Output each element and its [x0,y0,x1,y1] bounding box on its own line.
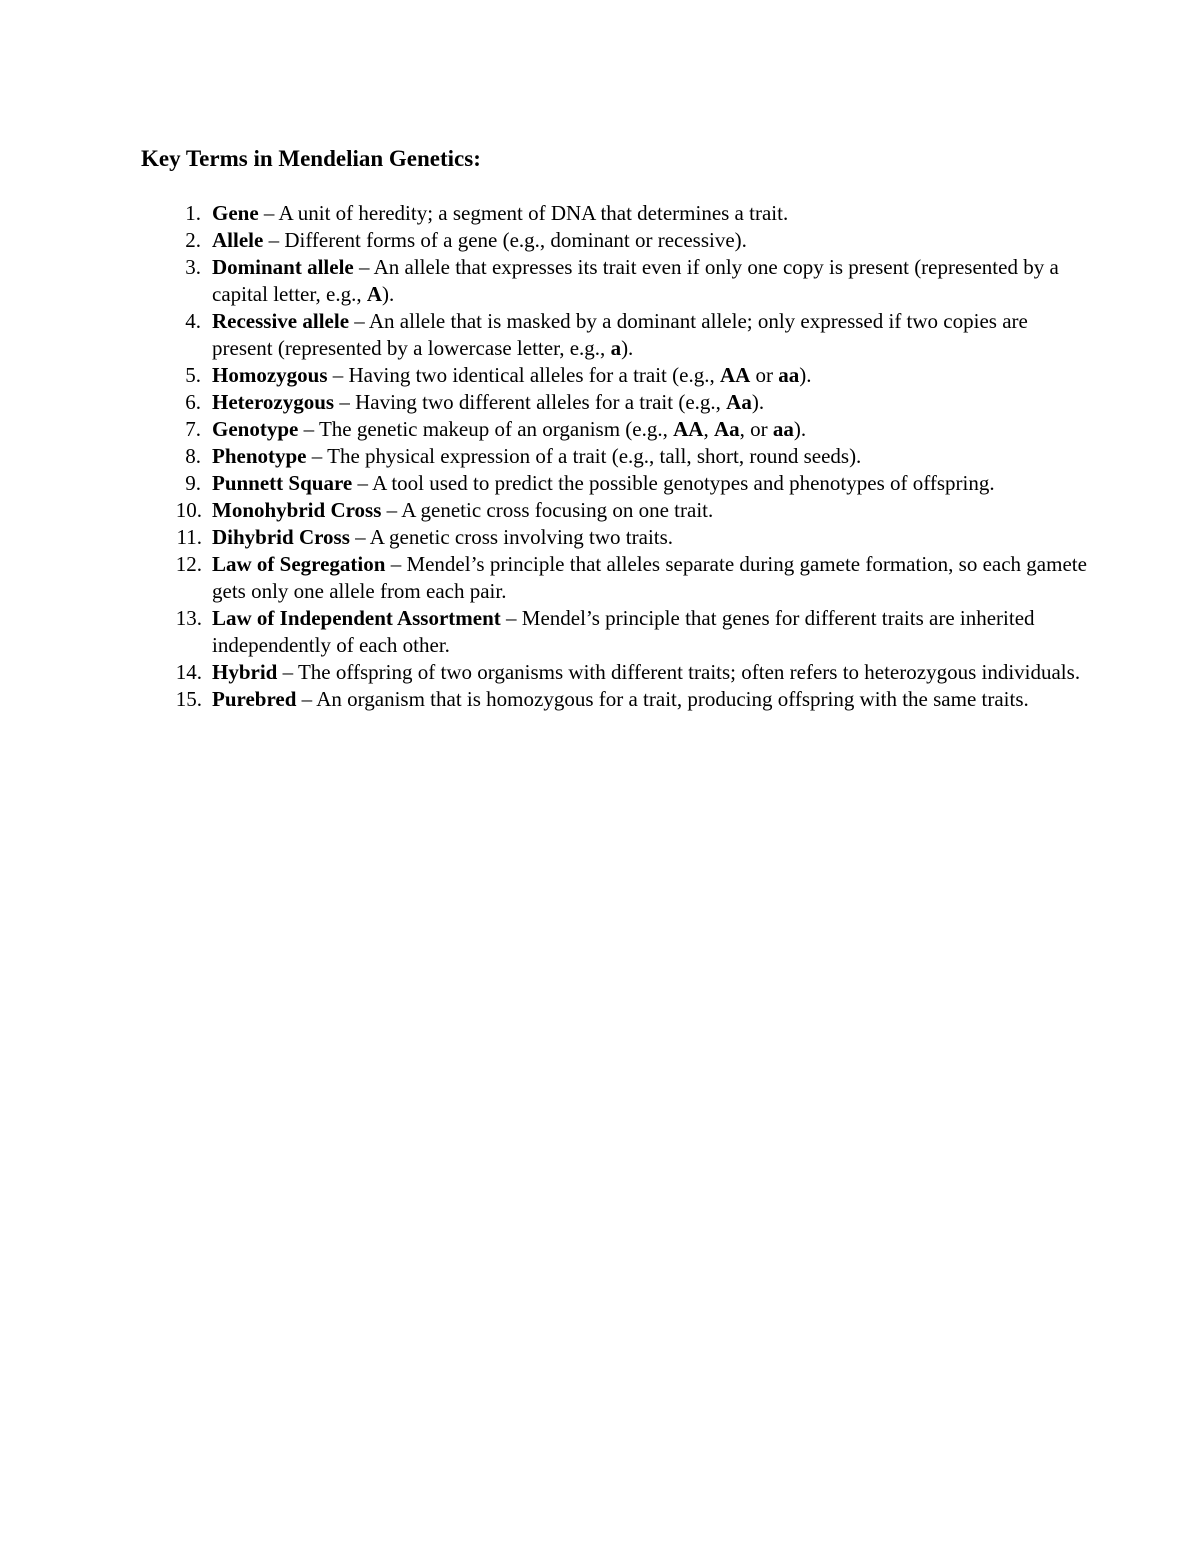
key-terms-list [175,200,1092,713]
term-number: 13. [175,606,202,630]
term-definition: – A genetic cross focusing on one trait. [381,498,714,522]
term-item-dominant-allele [185,254,1092,308]
term-number: 7. [185,417,201,441]
term-item-heterozygous [185,389,1092,416]
term-item-genotype [185,416,1092,443]
term-item-monohybrid-cross [175,497,1092,524]
example-allele: A [366,282,383,306]
term-item-phenotype [185,443,1092,470]
term-number: 11. [176,525,202,549]
example-genotype: AA [673,417,704,441]
term-definition-connector: , [703,417,714,441]
example-genotype: AA [719,363,751,387]
term-definition-connector: or [750,363,779,387]
term-item-recessive-allele [185,308,1092,362]
term-definition: – A tool used to predict the possible genotypes and phenotypes of offspring. [352,471,995,495]
term-definition: – A unit of heredity; a segment of DNA that determines a trait. [258,201,789,225]
example-genotype: Aa [713,417,740,441]
term-definition: – Mendel’s principle that genes for different traits are inherited independently of each other. [212,606,1035,657]
term-number: 12. [175,552,202,576]
term-name: Dihybrid Cross [212,525,350,549]
term-number: 9. [185,471,201,495]
term-number: 4. [185,309,201,333]
term-number: 5. [185,363,201,387]
term-item-homozygous [185,362,1092,389]
term-name: Heterozygous [212,390,335,414]
term-number: 10. [175,498,202,522]
term-name: Recessive allele [212,309,350,333]
term-definition-connector: , or [739,417,773,441]
term-definition: – Having two different alleles for a trait (e.g., [334,390,727,414]
example-allele: a [610,336,622,360]
term-name: Monohybrid Cross [212,498,382,522]
term-definition-end: ). [621,336,634,360]
term-item-hybrid [175,659,1092,686]
term-definition-end: ). [799,363,812,387]
term-definition-end: ). [751,390,765,414]
term-number: 14. [175,660,202,684]
term-definition: – The genetic makeup of an organism (e.g., [298,417,674,441]
term-definition-end: ). [793,417,807,441]
example-genotype: aa [772,417,794,441]
term-item-gene [185,200,1092,227]
term-name: Genotype [212,417,299,441]
term-definition-end: ). [382,282,395,306]
term-definition: – The offspring of two organisms with different traits; often refers to heterozygous individuals. [277,660,1081,684]
term-item-law-of-segregation [175,551,1092,605]
term-number: 1. [185,201,201,225]
term-definition: – An allele that expresses its trait even if only one copy is present (represented by a capital letter, e.g., [212,255,1059,306]
term-name: Homozygous [212,363,328,387]
term-name: Punnett Square [212,471,353,495]
term-name: Law of Segregation [212,552,386,576]
term-name: Gene [212,201,259,225]
term-definition: – Having two identical alleles for a trait (e.g., [327,363,720,387]
term-name: Dominant allele [212,255,354,279]
term-definition: – The physical expression of a trait (e.g., tall, short, round seeds). [306,444,862,468]
term-name: Law of Independent Assortment [212,606,501,630]
term-number: 3. [185,255,201,279]
term-item-law-of-independent-assortment [175,605,1092,659]
term-definition: – An organism that is homozygous for a trait, producing offspring with the same traits. [296,687,1029,711]
term-name: Allele [212,228,264,252]
term-number: 6. [185,390,201,414]
term-definition: – Mendel’s principle that alleles separate during gamete formation, so each gamete gets only one allele from each pair. [212,552,1087,603]
term-item-dihybrid-cross [176,524,1092,551]
term-definition: – A genetic cross involving two traits. [349,525,674,549]
term-number: 15. [175,687,202,711]
term-name: Hybrid [212,660,278,684]
page-title: Key Terms in Mendelian Genetics: [141,146,481,171]
term-number: 2. [185,228,201,252]
term-item-purebred [175,686,1092,713]
term-item-allele [185,227,1092,254]
example-genotype: Aa [726,390,752,414]
term-definition: – An allele that is masked by a dominant allele; only expressed if two copies are present (represented by a lowercase letter, e.g., [212,309,1028,360]
term-item-punnett-square [185,470,1092,497]
example-genotype: aa [778,363,800,387]
term-definition: – Different forms of a gene (e.g., dominant or recessive). [263,228,747,252]
term-name: Phenotype [212,444,307,468]
term-name: Purebred [212,687,297,711]
term-number: 8. [185,444,201,468]
